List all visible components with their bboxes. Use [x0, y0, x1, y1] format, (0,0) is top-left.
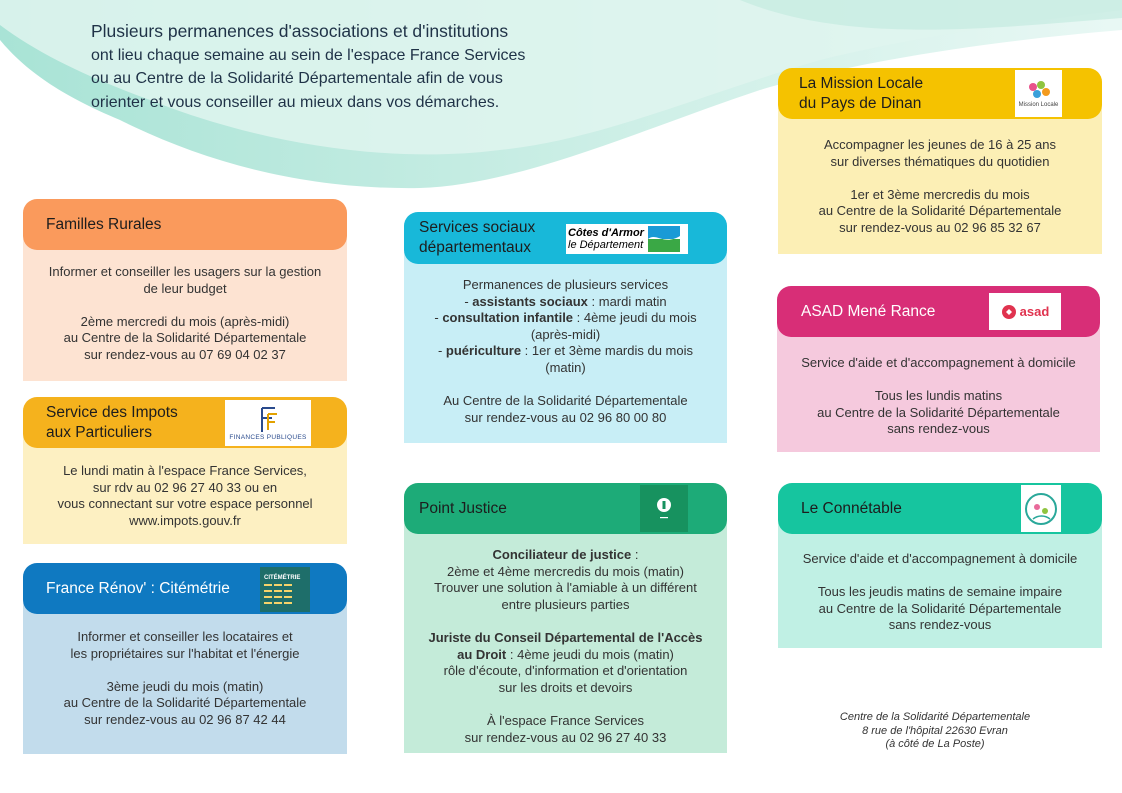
card-text-bold: assistants sociaux	[472, 293, 588, 309]
card-text: au Centre de la Solidarité Départementale	[63, 695, 307, 711]
card-text: (matin)	[545, 359, 586, 375]
card-body	[778, 523, 1102, 648]
card-title: France Rénov' : Citémétrie	[46, 579, 230, 597]
asad-icon	[1001, 304, 1017, 320]
logo-text: asad	[1019, 304, 1050, 319]
card-text: au Centre de la Solidarité Départementale	[818, 203, 1062, 219]
card-text	[404, 630, 727, 647]
card-title: Familles Rurales	[46, 215, 162, 233]
card-text: À l'espace France Services	[486, 712, 645, 728]
logo-text: CITÉMÉTRIE	[264, 574, 301, 581]
card-text: au Centre de la Solidarité Départementale	[63, 330, 307, 346]
card-text: - assistants sociaux : mardi matin	[464, 293, 667, 309]
card-text: Informer et conseiller les usagers sur la gestion	[48, 264, 322, 279]
card-text: sur rdv au 02 96 27 40 33 ou en	[92, 479, 278, 495]
card-text: sur diverses thématiques du quotidien	[830, 153, 1050, 169]
card-title-line: aux Particuliers	[46, 423, 152, 441]
card-text: Tous les jeudis matins de semaine impaire	[817, 584, 1063, 600]
card-title-line: du Pays de Dinan	[799, 94, 922, 112]
logo-text: Côtes d'Armor	[568, 227, 644, 239]
card-services-sociaux	[404, 212, 727, 443]
card-title-line: départementaux	[419, 239, 532, 256]
intro-line: ont lieu chaque semaine au sein de l'espace France Services	[91, 46, 526, 64]
card-text: au Centre de la Solidarité Départementale	[818, 600, 1062, 616]
card-title: Le Connétable	[801, 499, 902, 517]
card-asad-mene-rance	[777, 286, 1100, 452]
card-service-impots	[23, 397, 347, 544]
card-france-renov	[23, 563, 347, 754]
card-body	[404, 523, 727, 753]
card-body	[404, 252, 727, 443]
card-text: 3ème jeudi du mois (matin)	[106, 678, 264, 694]
finances-publiques-icon	[253, 406, 283, 434]
card-text: au Centre de la Solidarité Départementale	[817, 404, 1060, 420]
card-title	[46, 403, 178, 443]
citemetrie-logo	[260, 567, 310, 612]
card-text: sans rendez-vous	[888, 617, 992, 633]
connetable-icon	[1023, 489, 1059, 529]
card-body	[778, 108, 1102, 254]
card-text-bold: Juriste du Conseil Départemental de l'Accès	[428, 629, 703, 645]
footer-line: Centre de la Solidarité Départementale	[839, 711, 1031, 723]
card-text: vous connectant sur votre espace personnel	[57, 496, 313, 512]
card-title: Point Justice	[419, 499, 507, 517]
card-text: Le lundi matin à l'espace France Services,	[63, 463, 307, 478]
card-point-justice	[404, 483, 727, 753]
intro-text	[91, 20, 591, 114]
logo-text: le Département	[568, 239, 644, 251]
card-text: Accompagner les jeunes de 16 à 25 ans	[824, 137, 1056, 152]
mission-locale-logo	[1015, 70, 1062, 117]
card-title: ASAD Mené Rance	[801, 302, 936, 320]
connetable-logo	[1021, 485, 1061, 532]
card-text	[404, 547, 727, 564]
card-text: 2ème et 4ème mercredis du mois (matin)	[447, 563, 684, 579]
intro-line: orienter et vous conseiller au mieux dans vos démarches.	[91, 93, 500, 111]
logo-text: FINANCES PUBLIQUES	[229, 433, 307, 441]
card-title	[799, 74, 923, 114]
card-text-bold: Conciliateur de justice	[492, 547, 632, 562]
card-text: entre plusieurs parties	[501, 596, 630, 612]
card-title-line: Service des Impots	[46, 403, 178, 421]
finances-publiques-logo	[225, 400, 311, 446]
card-text: Permanences de plusieurs services	[462, 277, 669, 292]
card-text-bold: puériculture	[445, 343, 522, 359]
card-text: de leur budget	[143, 280, 227, 296]
card-text: sur rendez-vous au 02 96 87 42 44	[84, 711, 286, 727]
intro-line: ou au Centre de la Solidarité Départementale afin de vous	[91, 70, 503, 87]
card-text: : 4ème jeudi du mois	[573, 310, 697, 326]
card-text: Service d'aide et d'accompagnement à domicile	[801, 355, 1076, 370]
card-text: Service d'aide et d'accompagnement à domicile	[802, 551, 1078, 566]
card-text: 2ème mercredi du mois (après-midi)	[80, 313, 290, 329]
card-text: :	[631, 547, 639, 562]
card-text: sur rendez-vous au 02 96 27 40 33	[464, 729, 667, 745]
card-text: sur les droits et devoirs	[498, 679, 633, 695]
card-text: www.impots.gouv.fr	[129, 512, 241, 528]
card-title-line: La Mission Locale	[799, 74, 924, 92]
card-text: - puériculture : 1er et 3ème mardis du mois	[437, 343, 694, 359]
card-header	[23, 199, 347, 250]
card-body	[23, 437, 347, 544]
card-text: : 4ème jeudi du mois (matin)	[506, 646, 674, 662]
card-text-bold: au Droit	[457, 646, 507, 662]
card-text: sur rendez-vous au 02 96 85 32 67	[839, 219, 1041, 235]
card-text: (après-midi)	[530, 326, 601, 342]
card-text: sur rendez-vous au 07 69 04 02 37	[84, 346, 286, 362]
intro-lead: Plusieurs permanences d'associations et d'institutions	[91, 21, 509, 41]
card-title	[419, 218, 535, 258]
card-text: : mardi matin	[587, 293, 667, 309]
card-text: : 1er et 3ème mardis du mois	[521, 343, 694, 359]
card-familles-rurales	[23, 199, 347, 381]
card-text: rôle d'écoute, d'information et d'orientation	[443, 663, 688, 679]
asad-logo	[989, 293, 1061, 330]
card-text: - consultation infantile : 4ème jeudi du mois	[434, 310, 697, 326]
card-body	[23, 603, 347, 754]
card-text	[404, 647, 727, 664]
cotes-armor-logo	[566, 224, 688, 254]
footer-line: 8 rue de l'hôpital 22630 Evran	[862, 724, 1008, 737]
card-text: Trouver une solution à l'amiable à un différent	[434, 580, 697, 596]
citemetrie-icon	[264, 581, 304, 605]
card-text-bold: consultation infantile	[442, 310, 574, 326]
logo-text: Mission Locale	[1018, 101, 1059, 108]
card-text: sur rendez-vous au 02 96 80 00 80	[464, 409, 667, 425]
card-text: Informer et conseiller les locataires et	[77, 629, 293, 644]
card-text: les propriétaires sur l'habitat et l'énergie	[70, 645, 300, 661]
card-mission-locale	[778, 68, 1102, 254]
card-text: Au Centre de la Solidarité Départementale	[443, 393, 688, 409]
card-le-connetable	[778, 483, 1102, 648]
card-text: 1er et 3ème mercredis du mois	[850, 186, 1030, 202]
point-justice-logo	[640, 485, 688, 532]
card-text: sans rendez-vous	[887, 421, 990, 437]
card-body	[23, 239, 347, 381]
card-body	[777, 326, 1100, 452]
footer-address	[800, 711, 1070, 752]
card-text: Tous les lundis matins	[874, 388, 1003, 404]
footer-line: (à côté de La Poste)	[885, 738, 985, 750]
justice-icon	[653, 496, 675, 522]
mission-locale-icon	[1026, 80, 1052, 102]
card-title-line: Services sociaux	[419, 219, 536, 236]
cotes-armor-icon	[648, 226, 680, 252]
